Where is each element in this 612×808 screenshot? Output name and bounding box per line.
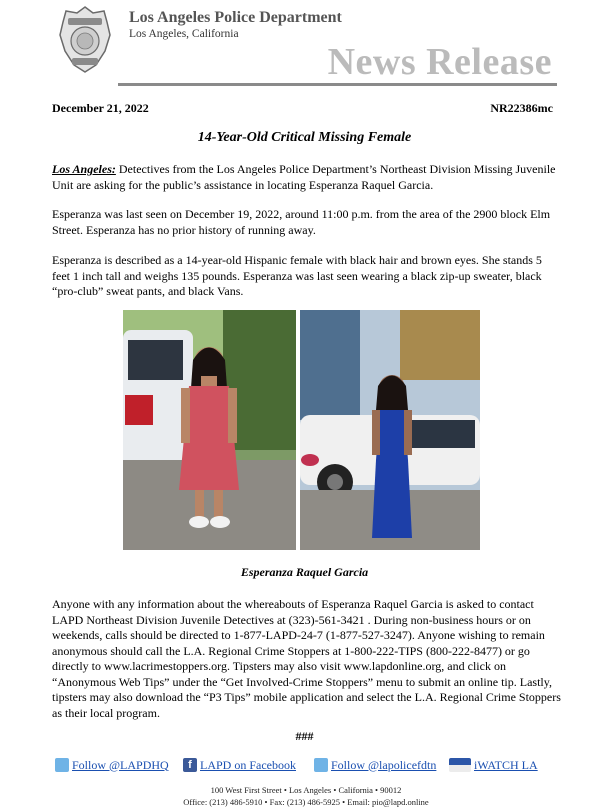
headline: 14-Year-Old Critical Missing Female	[197, 130, 412, 145]
end-mark: ###	[295, 729, 314, 743]
missing-person-photo-left	[123, 310, 296, 550]
social-link-iwatch[interactable]	[449, 757, 538, 773]
social-link-label[interactable]: iWATCH LA	[474, 757, 538, 772]
release-date: December 21, 2022	[52, 101, 149, 115]
footer-contact: Office: (213) 486-5910 • Fax: (213) 486-5925 • Email: pio@lapd.online	[183, 797, 429, 807]
release-title: News Release	[327, 41, 552, 83]
twitter-icon	[314, 758, 328, 772]
paragraph-contact-info: Anyone with any information about the whereabouts of Esperanza Raquel Garcia is asked to contact LAPD Northeast Division Juvenile Detectives at (323)-561-3421 . During non-business hours or on weekends, calls should be directed to 1-877-LAPD-24-7 (1-877-527-3247). Anyone wishing to remain anonymous should call the L.A. Regional Crime Stoppers at 1-800-222-TIPS (800-222-8477) or go directly to www.lacrimestoppers.org. Tipsters may also visit www.lapdonline.org, and click on “Anonymous Web Tips” under the “Get Involved-Crime Stoppers” menu to submit an online tip. Lastly, tipsters may also download the “P3 Tips” mobile application and select the L.A. Regional Crime Stoppers as their local program.	[52, 597, 561, 720]
twitter-icon	[55, 758, 69, 772]
lapd-badge-logo	[58, 5, 112, 75]
intro-text: Detectives from the Los Angeles Police Department’s Northeast Division Missing Juvenile Unit are asking for the public’s assistance in locating Esperanza Raquel Garcia.	[52, 162, 556, 192]
missing-person-photo-right	[300, 310, 480, 550]
social-link-twitter-lapolicefdtn[interactable]	[314, 757, 436, 773]
paragraph-description: Esperanza is described as a 14-year-old Hispanic female with black hair and brown eyes. She stands 5 feet 1 inch tall and weighs 135 pounds. Esperanza was last seen wearing a black zip-up sweater, black “pro-club” sweat pants, and black Vans.	[52, 253, 542, 298]
social-link-twitter-lapdhq[interactable]	[55, 757, 169, 773]
facebook-icon: f	[183, 758, 197, 772]
paragraph-last-seen: Esperanza was last seen on December 19, 2022, around 11:00 p.m. from the area of the 2900 block Elm Street. Esperanza has no prior history of running away.	[52, 207, 551, 237]
footer-address: 100 West First Street • Los Angeles • California • 90012	[210, 785, 402, 795]
header-divider	[118, 83, 557, 86]
social-link-label[interactable]: Follow @LAPDHQ	[72, 757, 169, 772]
department-name: Los Angeles Police Department	[129, 9, 342, 26]
paragraph-intro	[52, 162, 562, 193]
social-link-label[interactable]: LAPD on Facebook	[200, 757, 296, 772]
social-link-facebook[interactable]	[183, 757, 296, 773]
photo-caption: Esperanza Raquel Garcia	[240, 565, 369, 579]
iwatch-icon	[449, 758, 471, 772]
dateline: Los Angeles:	[52, 162, 116, 176]
department-location: Los Angeles, California	[129, 28, 239, 40]
social-link-label[interactable]: Follow @lapolicefdtn	[331, 757, 437, 772]
release-number: NR22386mc	[490, 101, 553, 115]
